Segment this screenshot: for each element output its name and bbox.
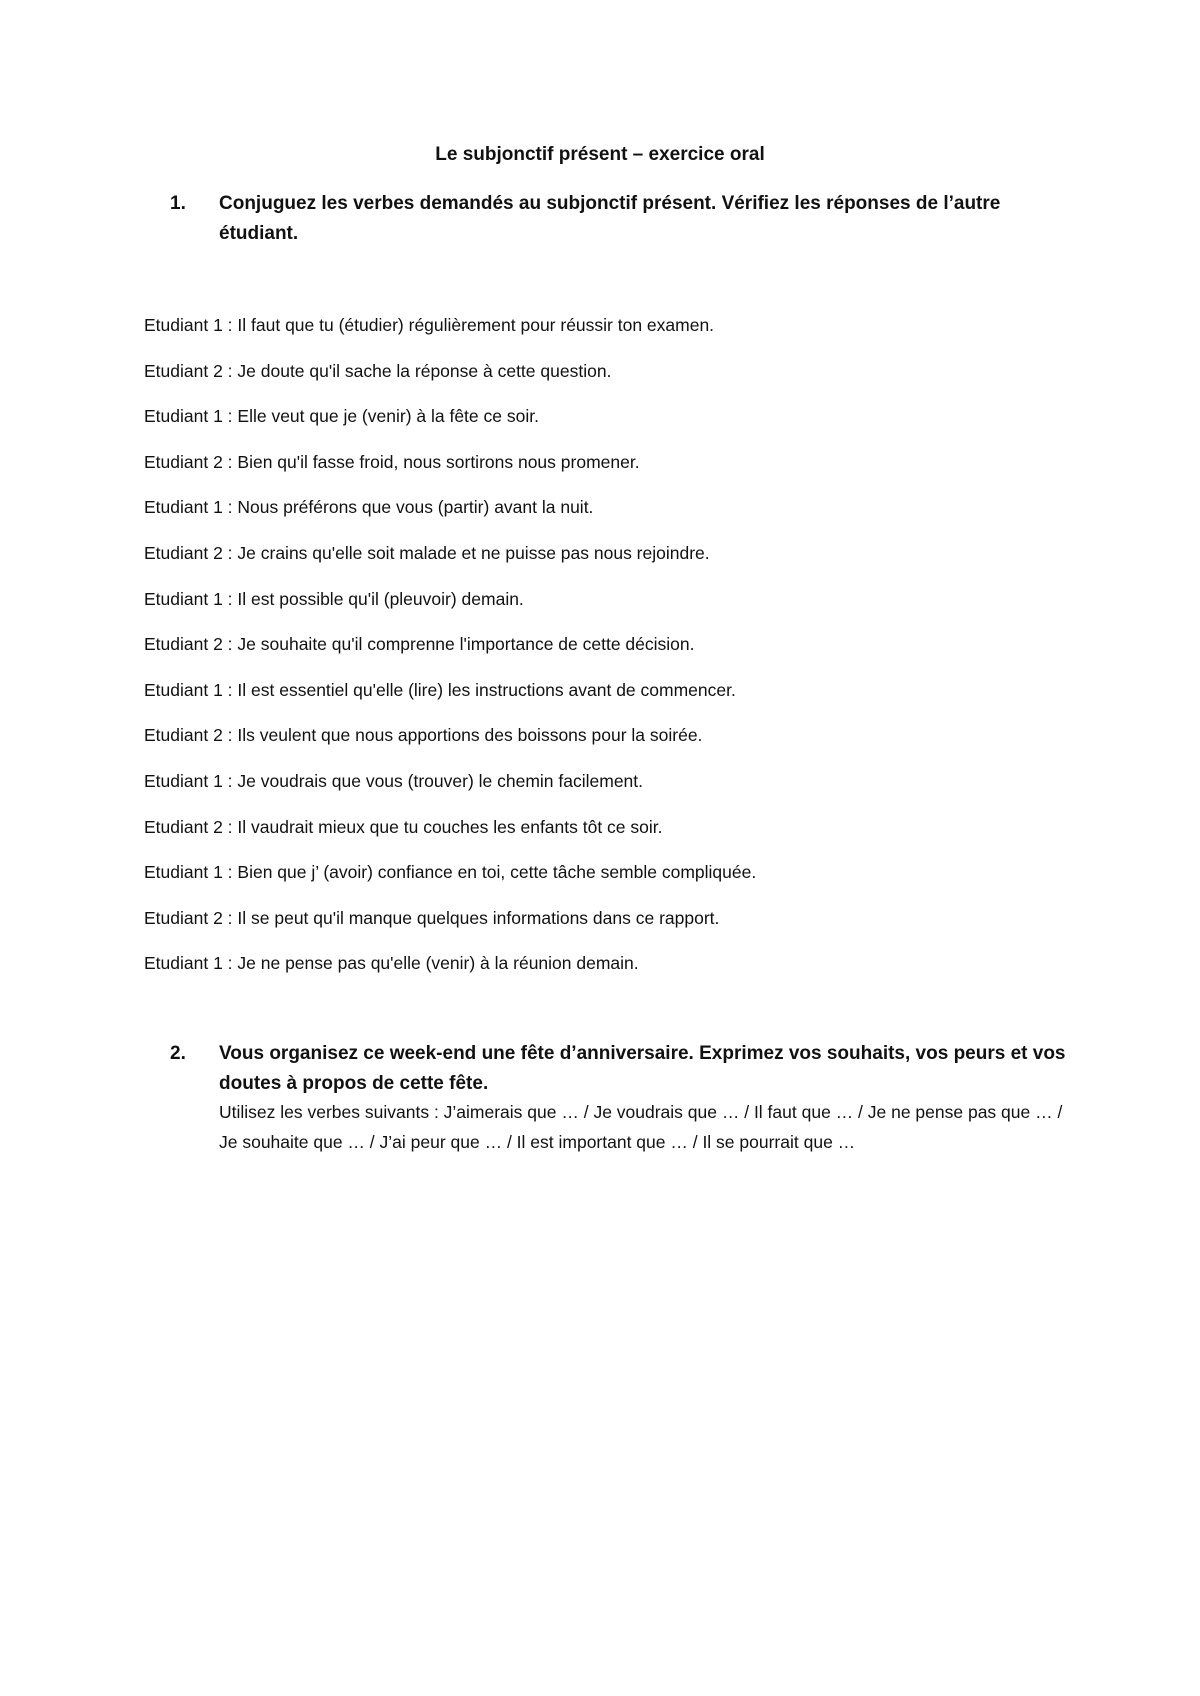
dialogue-text: Ils veulent que nous apportions des boissons pour la soirée. (237, 725, 703, 746)
question-1 (170, 189, 1040, 249)
question-2 (170, 1039, 1070, 1157)
dialogue-text: Je souhaite qu'il comprenne l'importance de cette décision. (237, 634, 695, 655)
dialogue-text: Elle veut que je (venir) à la fête ce soir. (237, 406, 539, 427)
speaker-label: Etudiant 2 (144, 816, 223, 837)
dialogue-line (144, 314, 1044, 360)
dialogue-line (144, 633, 1044, 679)
dialogue-line (144, 360, 1044, 406)
dialogue-line (144, 496, 1044, 542)
dialogue-text: Il faut que tu (étudier) régulièrement pour réussir ton examen. (237, 315, 715, 335)
separator: : (222, 406, 238, 427)
separator: : (222, 953, 238, 974)
separator: : (222, 634, 238, 655)
separator: : (222, 907, 238, 928)
separator: : (222, 862, 238, 883)
question-2-number: 2. (170, 1043, 186, 1064)
speaker-label: Etudiant 2 (144, 634, 223, 655)
separator: : (222, 315, 238, 335)
dialogue-line (144, 770, 1044, 816)
dialogue-line (144, 907, 1044, 953)
dialogue-line (144, 542, 1044, 588)
dialogue-text: Je crains qu'elle soit malade et ne puisse pas nous rejoindre. (237, 542, 710, 563)
dialogue-line (144, 861, 1044, 907)
speaker-label: Etudiant 2 (144, 542, 223, 563)
separator: : (222, 542, 238, 563)
dialogue-line (144, 679, 1044, 725)
speaker-label: Etudiant 1 (144, 770, 223, 791)
separator: : (222, 725, 238, 746)
separator: : (222, 360, 238, 381)
dialogue-text: Il est essentiel qu'elle (lire) les instructions avant de commencer. (237, 679, 736, 700)
question-1-number: 1. (170, 193, 186, 214)
dialogue-text: Il est possible qu'il (pleuvoir) demain. (237, 588, 524, 609)
speaker-label: Etudiant 2 (144, 360, 223, 381)
dialogue-list (144, 314, 1044, 998)
separator: : (222, 451, 238, 472)
separator: : (222, 588, 238, 609)
question-2-body (219, 1039, 1070, 1157)
speaker-label: Etudiant 1 (144, 588, 223, 609)
dialogue-text: Je voudrais que vous (trouver) le chemin facilement. (237, 770, 644, 791)
question-1-text: Conjuguez les verbes demandés au subjonctif présent. Vérifiez les réponses de l’autre étudiant. (219, 193, 1001, 244)
dialogue-line (144, 952, 1044, 998)
dialogue-text: Bien que j’ (avoir) confiance en toi, cette tâche semble compliquée. (237, 862, 757, 883)
separator: : (222, 679, 238, 700)
dialogue-text: Je doute qu'il sache la réponse à cette question. (237, 360, 612, 381)
separator: : (222, 816, 238, 837)
speaker-label: Etudiant 1 (144, 862, 223, 883)
speaker-label: Etudiant 1 (144, 315, 223, 335)
dialogue-line (144, 816, 1044, 862)
speaker-label: Etudiant 1 (144, 406, 223, 427)
dialogue-text: Bien qu'il fasse froid, nous sortirons nous promener. (237, 451, 640, 472)
speaker-label: Etudiant 2 (144, 451, 223, 472)
dialogue-line (144, 405, 1044, 451)
dialogue-text: Nous préférons que vous (partir) avant la nuit. (237, 497, 594, 518)
document-title: Le subjonctif présent – exercice oral (435, 144, 765, 165)
dialogue-line (144, 724, 1044, 770)
dialogue-text: Il vaudrait mieux que tu couches les enfants tôt ce soir. (237, 816, 663, 837)
dialogue-text: Il se peut qu'il manque quelques informations dans ce rapport. (237, 907, 720, 928)
question-2-prompt: Vous organisez ce week-end une fête d’anniversaire. Exprimez vos souhaits, vos peurs et vos doutes à propos de cette fête. (219, 1043, 1066, 1094)
speaker-label: Etudiant 1 (144, 953, 223, 974)
dialogue-line (144, 451, 1044, 497)
question-2-instructions: Utilisez les verbes suivants : J’aimerais que … / Je voudrais que … / Il faut que … / Je ne pense pas que … / Je souhaite que … / J’ai peur que … / Il est important que … / Il se pourrait que … (219, 1102, 1063, 1152)
speaker-label: Etudiant 2 (144, 725, 223, 746)
speaker-label: Etudiant 2 (144, 907, 223, 928)
separator: : (222, 497, 238, 518)
dialogue-text: Je ne pense pas qu'elle (venir) à la réunion demain. (237, 953, 639, 974)
speaker-label: Etudiant 1 (144, 497, 223, 518)
speaker-label: Etudiant 1 (144, 679, 223, 700)
separator: : (222, 770, 238, 791)
dialogue-line (144, 588, 1044, 634)
